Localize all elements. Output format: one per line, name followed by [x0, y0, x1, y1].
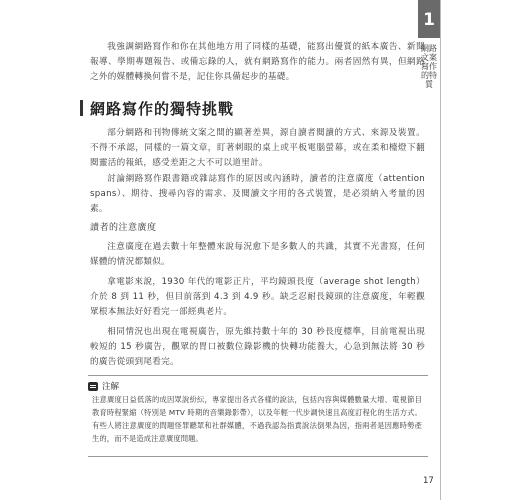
- heading-marker: [80, 100, 83, 116]
- body-paragraph: 拿電影來說，1930 年代的電影正片，平均鏡頭長度（average shot length）介於 8 到 11 秒，但目前落到 4.3 到 4.9 秒。缺乏忍耐長鏡頭的注意廣度，年輕觀眾根本無法好好看完一部經典老片。: [90, 277, 425, 317]
- chapter-number-tab: 1: [418, 0, 440, 38]
- page-number: 17: [423, 476, 434, 486]
- subsection-heading: 讀者的注意廣度: [90, 223, 157, 233]
- chapter-title: 網路文案寫作的特質: [421, 44, 437, 89]
- margin-rule: [440, 0, 441, 500]
- note-icon: [88, 382, 98, 391]
- body-paragraph: 部分網路和刊物傳統文案之間的顯著差異，源自讀者閱讀的方式、來源及裝置。不得不承認，同樣的一篇文章，盯著刺眼的桌上或平板電腦螢幕，或在柔和檯燈下翻閱靈活的報紙，感受差距之大不可以道里計。: [90, 128, 425, 168]
- intro-paragraph: 我強調網路寫作和你在其他地方用了同樣的基礎，能寫出優質的紙本廣告、新聞報導、學期專題報告、或備忘錄的人，就有網路寫作的能力。兩者固然有異，但網路之外的媒體轉換何嘗不是，記住你具備起步的基礎。: [90, 42, 425, 82]
- body-paragraph: 相同情況也出現在電視廣告，原先維持數十年的 30 秒長度標準，目前電視出現較短的 15 秒廣告，觀眾的胃口被數位錄影機的快轉功能養大，心急到無法將 30 秒的廣告從頭到尾看完。: [90, 327, 425, 367]
- note-text: 注意廣度日益低落的成因眾說紛紜，專家提出各式各樣的說法，包括內容與媒體數量大增、電視節目教育時程緊縮（特別是 MTV 時期的音樂錄影帶），以及年輕一代步調快速且高度訂程化的生活方式。有些人將注意廣度的問題怪罪聽眾和社群媒體，不過我認為指責說法倒果為因，指兩者是因應時勢產生的，而不是造成注意廣度問題。: [92, 395, 422, 443]
- note-header: [88, 381, 119, 391]
- body-paragraph: 討論網路寫作跟書籍或雜誌寫作的原因或內涵時，讀者的注意廣度（attention spans）、期待、搜尋內容的需求、及閱讀文字用的各式裝置，是必須納入考量的因素。: [90, 174, 425, 214]
- section-heading: 網路寫作的獨特挑戰: [90, 100, 235, 118]
- note-label: 注解: [102, 382, 120, 392]
- body-paragraph: 注意廣度在過去數十年整體來說每況愈下是多數人的共識，其實不光書寫，任何媒體的情況都類似。: [90, 242, 425, 267]
